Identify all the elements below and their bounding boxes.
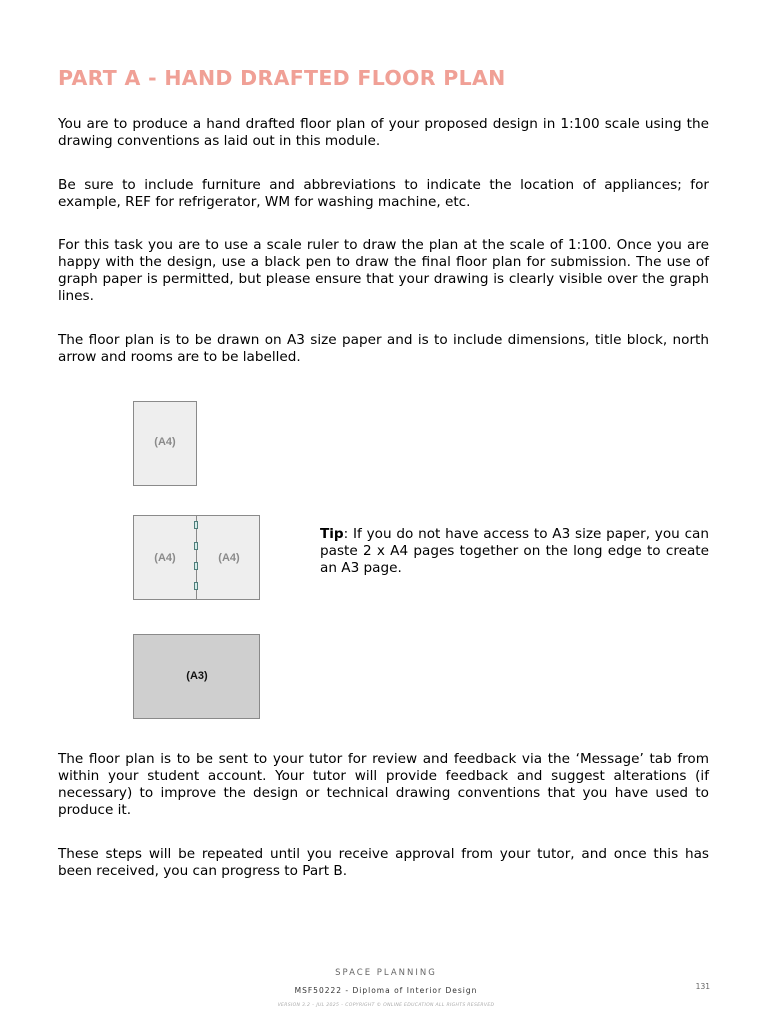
paragraph-tutor-review: The floor plan is to be sent to your tutor for review and feedback via the ‘Message’ tab from within your student account. Your tutor will provide feedback and suggest alterations (if necessary) to improve the design or technical drawing conventions that you have used to produce it. — [58, 751, 709, 818]
paragraph-scale-ruler: For this task you are to use a scale ruler to draw the plan at the scale of 1:100. Once you are happy with the design, use a black pen to draw the final floor plan for submission. The use of graph paper is permitted, but please ensure that your drawing is clearly visible over the graph lines. — [58, 237, 709, 304]
tip-text: : If you do not have access to A3 size paper, you can paste 2 x A4 pages together on the long edge to create an A3 page. — [320, 526, 709, 576]
footer-copyright: VERSION 3.2 – JUL 2025 – COPYRIGHT © ONLINE EDUCATION ALL RIGHTS RESERVED — [277, 1003, 495, 1008]
tape-tab — [194, 582, 198, 590]
tape-tab — [194, 521, 198, 529]
paragraph-a3-paper: The floor plan is to be drawn on A3 size paper and is to include dimensions, title block, north arrow and rooms are to be labelled. — [58, 332, 709, 365]
page-heading: PART A - HAND DRAFTED FLOOR PLAN — [58, 66, 506, 90]
a4-single-label: (A4) — [154, 436, 176, 448]
tip-note — [320, 526, 709, 577]
paragraph-scale: You are to produce a hand drafted floor plan of your proposed design in 1:100 scale using the drawing conventions as laid out in this module. — [58, 116, 709, 149]
a4-left-label: (A4) — [154, 552, 176, 564]
a3-label: (A3) — [186, 670, 208, 682]
page-number: 131 — [695, 982, 710, 991]
footer-section-title: SPACE PLANNING — [335, 968, 437, 978]
paragraph-furniture: Be sure to include furniture and abbreviations to indicate the location of appliances; for example, REF for refrigerator, WM for washing machine, etc. — [58, 177, 709, 210]
tip-label: Tip — [320, 526, 344, 542]
paragraph-approval: These steps will be repeated until you receive approval from your tutor, and once this has been received, you can progress to Part B. — [58, 846, 709, 879]
tape-tab — [194, 542, 198, 550]
tape-tab — [194, 562, 198, 570]
a4-right-label: (A4) — [218, 552, 240, 564]
footer-course-title: MSF50222 - Diploma of Interior Design — [294, 986, 478, 995]
